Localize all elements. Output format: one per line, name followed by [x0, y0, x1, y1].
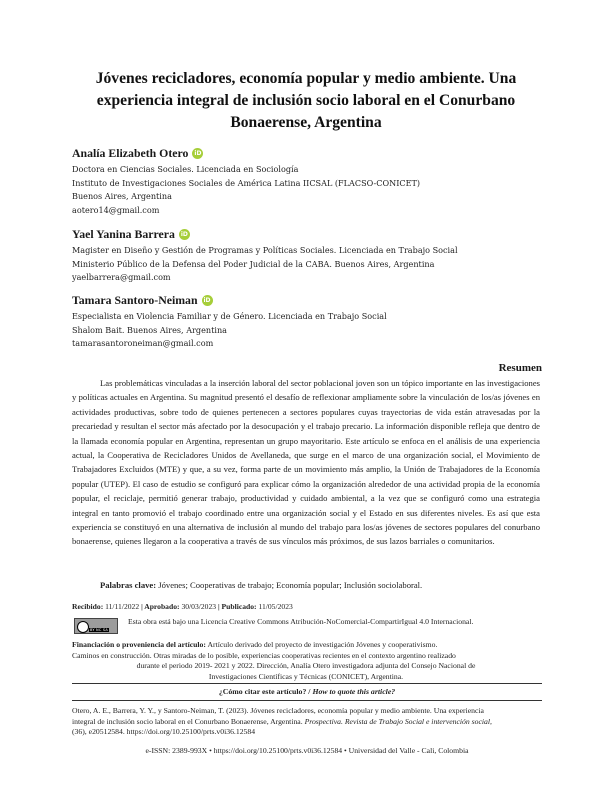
- title-line: Bonaerense, Argentina: [230, 114, 382, 131]
- orcid-icon[interactable]: [192, 148, 203, 159]
- author-institution: Instituto de Investigaciones Sociales de América Latina IICSAL (FLACSO-CONICET): [72, 177, 421, 188]
- keywords: [100, 580, 422, 590]
- publication-dates: Recibido: 11/11/2022 | Aprobado: 30/03/2023 | Publicado: 11/05/2023: [72, 602, 293, 611]
- author-email[interactable]: tamarasantoroneiman@gmail.com: [72, 338, 214, 349]
- received-date: 11/11/2022: [105, 602, 140, 611]
- article-title: [70, 68, 542, 134]
- abstract-text: Las problemáticas vinculadas a la inserción laboral del sector poblacional joven son un tópico importante en las investigaciones y políticas actuales en Argentina. Su magnitud presentó el desafío de reflexionar ampliamente sobre la vinculación de los/as jóvenes en actividades productivas, sobre todo de quienes pertenecen a sectores populares cuyas trayectorias de vida están atravesadas por la precariedad y resultan el sector más afectado por la desocupación y el trabajo precario. La información disponible refleja que dentro de la llamada economía popular en Argentina, representan un grupo mayoritario. Este artículo se enfoca en el análisis de una experiencia actual, la Cooperativa de Recicladores Unidos de Avellaneda, que surge en el marco de una organización social, el Movimiento de Trabajadores Excluidos (MTE) y que, a su vez, forma parte de un movimiento más amplio, la Unión de Trabajadores de la Economía popular (UTEP). El caso de estudio se configuró para explicar cómo la organización alrededor de una actividad propia de la economía popular, el reciclaje, permitió generar trabajo, productividad y cuidado ambiental, a la vez que se configuró como una estrategia integral en tanto promovió el trabajo coordinado entre una organización social y el Estado en sus diferentes niveles. Es así que esta experiencia se constituyó en una alternativa de inclusión al mundo del trabajo para los/as jóvenes de sectores populares del conurbano bonaerense, quienes llegaron a la cooperativa a través de sus vínculos más próximos, de sus lazos barriales o comunitarios.: [72, 378, 540, 547]
- author-block-barrera: [72, 227, 542, 285]
- author-name: Analía Elizabeth Otero iD: [72, 146, 542, 161]
- divider: [72, 700, 542, 701]
- keywords-label: Palabras clave:: [100, 580, 157, 590]
- citation-heading: ¿Cómo citar este artículo? / How to quote this article?: [218, 687, 396, 696]
- approved-date: 30/03/2023: [181, 602, 217, 611]
- author-name: Yael Yanina Barrera iD: [72, 227, 542, 242]
- citation-text: Otero, A. E., Barrera, Y. Y., y Santoro-Neiman, T. (2023). Jóvenes recicladores, economía popular y medio ambiente. Una experiencia integral de inclusión socio laboral en el Conurbano Bonaerense, Argentina. Prospectiva. Revista de Trabajo Social e intervención social, (36), e20512584. https://doi.org/10.25100/prts.v0i36.12584: [72, 706, 542, 738]
- author-degree: Magister en Diseño y Gestión de Programas y Políticas Sociales. Licenciada en Trabajo Social: [72, 245, 458, 255]
- author-block-santoro-neiman: [72, 293, 542, 351]
- abstract-heading: Resumen: [498, 362, 542, 374]
- title-line: Jóvenes recicladores, economía popular y medio ambiente. Una: [95, 70, 517, 87]
- author-block-otero: [72, 146, 542, 217]
- title-line: experiencia integral de inclusión socio laboral en el Conurbano: [96, 92, 516, 109]
- author-institution: Ministerio Público de la Defensa del Poder Judicial de la CABA. Buenos Aires, Argentina: [72, 258, 435, 269]
- keywords-text: Jóvenes; Cooperativas de trabajo; Economía popular; Inclusión sociolaboral.: [158, 580, 423, 590]
- published-date: 11/05/2023: [258, 602, 293, 611]
- author-location: Buenos Aires, Argentina: [72, 191, 172, 202]
- creative-commons-icon[interactable]: [74, 618, 118, 634]
- divider: [72, 683, 542, 684]
- author-degree: Doctora en Ciencias Sociales. Licenciada en Sociología: [72, 164, 299, 174]
- author-institution: Shalom Bait. Buenos Aires, Argentina: [72, 324, 227, 335]
- license-text: Esta obra está bajo una Licencia Creative Commons Atribución-NoComercial-CompartirIgual 4.0 Internacional.: [128, 617, 474, 626]
- orcid-icon[interactable]: [202, 295, 213, 306]
- orcid-icon[interactable]: [179, 229, 190, 240]
- funding-label: Financiación o proveniencia del artículo:: [72, 640, 206, 649]
- author-email[interactable]: yaelbarrera@gmail.com: [72, 272, 171, 283]
- author-email[interactable]: aotero14@gmail.com: [72, 204, 160, 215]
- author-name: Tamara Santoro-Neiman iD: [72, 293, 542, 308]
- funding-note: Financiación o proveniencia del artículo: Artículo derivado del proyecto de investigación Jóvenes y cooperativismo. Caminos en construcción. Otras miradas de lo posible, experiencias cooperativas recientes en el contexto argentino realizado durante el periodo 2019- 2021 y 2022. Dirección, Analía Otero investigadora adjunta del Consejo Nacional de Investigaciones Científicas y Técnicas (CONICET), Argentina.: [72, 640, 476, 681]
- abstract-body: [72, 376, 540, 549]
- page-footer: e-ISSN: 2389-993X • https://doi.org/10.25100/prts.v0i36.12584 • Universidad del Valle - Cali, Colombia: [145, 746, 469, 755]
- author-degree: Especialista en Violencia Familiar y de Género. Licenciada en Trabajo Social: [72, 311, 387, 321]
- doi-link[interactable]: (36), e20512584. https://doi.org/10.25100/prts.v0i36.12584: [72, 727, 256, 737]
